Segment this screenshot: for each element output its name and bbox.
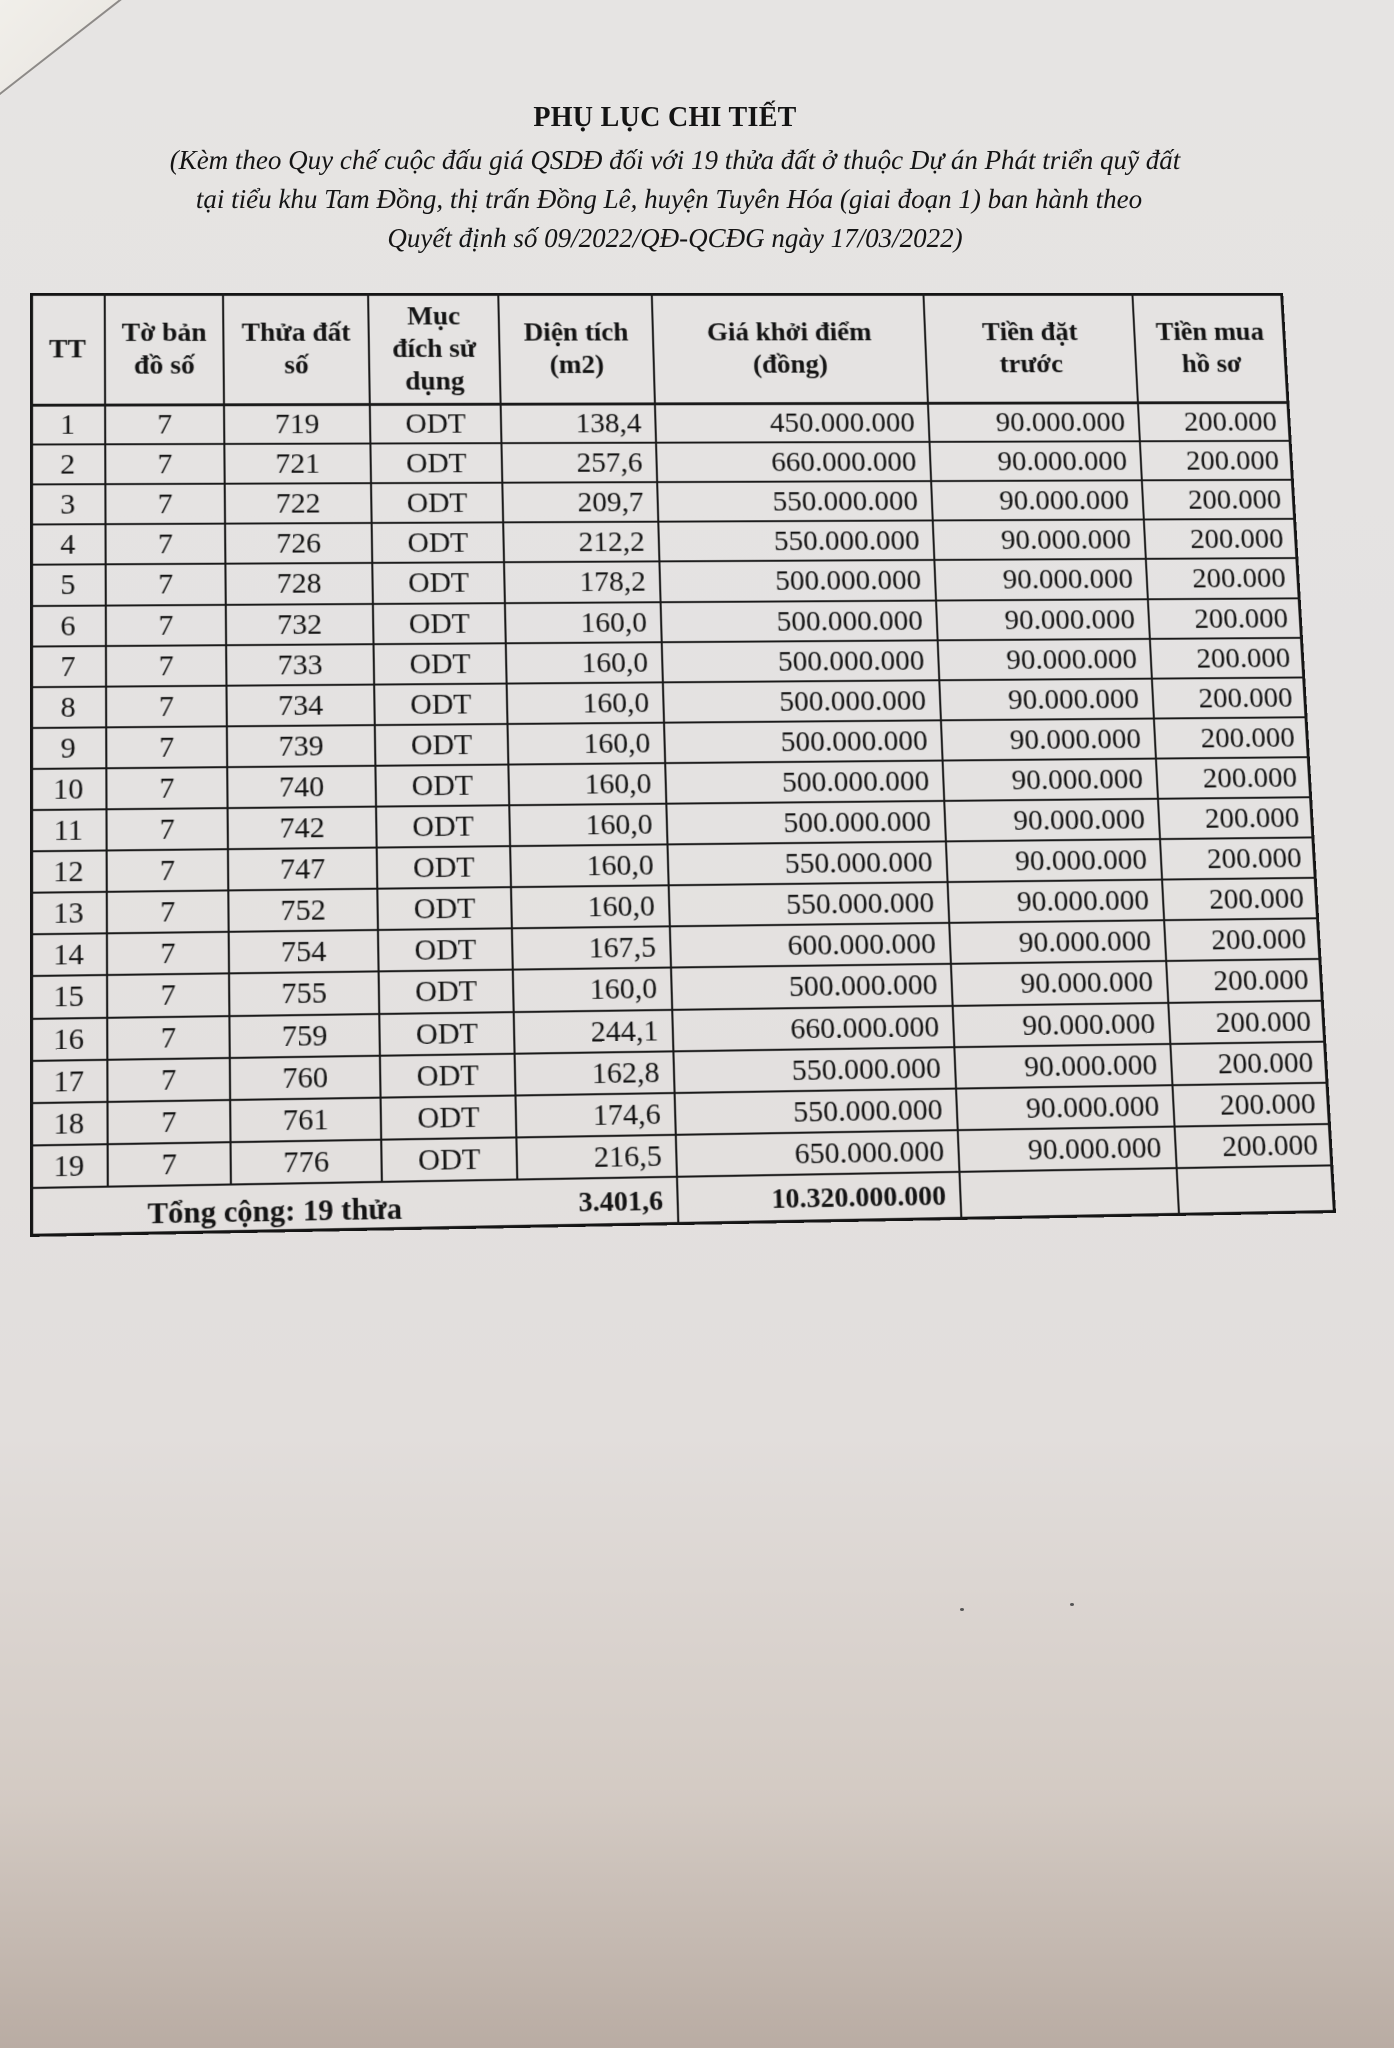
table-cell-starting-price: 600.000.000 bbox=[787, 928, 937, 963]
table-cell-land-use: ODT bbox=[405, 448, 467, 480]
table-cell-map-sheet: 7 bbox=[160, 937, 176, 971]
column-header-starting-price bbox=[652, 293, 928, 403]
table-cell-dossier-fee: 200.000 bbox=[1204, 802, 1301, 835]
table-cell-land-use: ODT bbox=[409, 648, 471, 680]
table-cell-area: 160,0 bbox=[581, 646, 649, 679]
column-header-text: Tiền đặt bbox=[981, 317, 1079, 346]
table-cell-area: 244,1 bbox=[590, 1014, 659, 1049]
table-cell-map-sheet: 7 bbox=[157, 529, 174, 561]
table-cell-deposit: 90.000.000 bbox=[995, 407, 1126, 438]
table-cell-starting-price: 500.000.000 bbox=[774, 565, 922, 598]
table-cell-area: 216,5 bbox=[593, 1139, 663, 1174]
table-cell-area: 178,2 bbox=[579, 566, 647, 599]
table-cell-dossier-fee: 200.000 bbox=[1185, 445, 1280, 477]
table-cell-plot-number: 761 bbox=[282, 1103, 329, 1137]
table-cell-map-sheet: 7 bbox=[161, 1105, 177, 1139]
table-cell-map-sheet: 7 bbox=[160, 896, 176, 929]
table-cell-tt: 4 bbox=[60, 529, 76, 561]
table-cell-map-sheet: 7 bbox=[161, 1148, 178, 1182]
table-cell-deposit: 90.000.000 bbox=[1019, 966, 1154, 1001]
table-cell-land-use: ODT bbox=[414, 975, 478, 1009]
table-cell-starting-price: 660.000.000 bbox=[770, 446, 917, 478]
total-deposit bbox=[959, 1168, 1179, 1220]
table-cell-area: 160,0 bbox=[585, 808, 654, 842]
table-cell-map-sheet: 7 bbox=[158, 569, 174, 601]
table-cell-area: 174,6 bbox=[592, 1098, 662, 1132]
table-cell-starting-price: 500.000.000 bbox=[788, 969, 939, 1004]
table-cell-map-sheet: 7 bbox=[157, 488, 173, 521]
table-cell-deposit: 90.000.000 bbox=[1005, 643, 1138, 676]
folded-page-corner bbox=[0, 0, 130, 100]
table-cell-tt: 18 bbox=[53, 1107, 85, 1141]
column-header-text: (m2) bbox=[549, 350, 605, 379]
column-header-text: trước bbox=[998, 349, 1064, 378]
paper-speck bbox=[1070, 1603, 1074, 1606]
table-cell-plot-number: 732 bbox=[277, 608, 323, 641]
table-cell-dossier-fee: 200.000 bbox=[1195, 642, 1292, 675]
table-cell-tt: 9 bbox=[60, 732, 76, 765]
table-cell-plot-number: 728 bbox=[276, 568, 322, 601]
table-cell-tt: 13 bbox=[53, 897, 84, 931]
table-cell-deposit: 90.000.000 bbox=[1009, 723, 1142, 756]
column-header-text: Mục bbox=[406, 301, 461, 331]
table-cell-tt: 2 bbox=[60, 449, 76, 481]
total-area: 3.401,6 bbox=[578, 1185, 664, 1218]
table-cell-tt: 6 bbox=[60, 610, 76, 642]
table-cell-dossier-fee: 200.000 bbox=[1187, 484, 1283, 516]
table-cell-area: 138,4 bbox=[575, 408, 642, 440]
table-cell-deposit: 90.000.000 bbox=[1014, 844, 1148, 878]
table-cell-deposit: 90.000.000 bbox=[1000, 524, 1132, 557]
table-cell-map-sheet: 7 bbox=[158, 609, 174, 642]
column-header-text: số bbox=[284, 350, 309, 380]
table-cell-tt: 1 bbox=[60, 409, 76, 441]
table-cell-tt: 8 bbox=[60, 691, 76, 724]
table-cell-land-use: ODT bbox=[414, 934, 477, 968]
table-cell-land-use: ODT bbox=[416, 1100, 481, 1135]
table-cell-plot-number: 733 bbox=[277, 649, 323, 681]
table-cell-plot-number: 721 bbox=[275, 448, 321, 480]
table-cell-area: 160,0 bbox=[589, 973, 658, 1007]
table-cell-deposit: 90.000.000 bbox=[1002, 564, 1134, 596]
table-cell-land-use: ODT bbox=[412, 810, 475, 844]
table-cell-tt: 19 bbox=[53, 1149, 85, 1184]
column-header-plot-number bbox=[223, 293, 370, 404]
table-cell-tt: 7 bbox=[60, 650, 76, 683]
document-subtitle-line-2: tại tiểu khu Tam Đồng, thị trấn Đồng Lê, huyện Tuyên Hóa (giai đoạn 1) ban hành theo bbox=[195, 184, 1143, 214]
table-cell-tt: 5 bbox=[60, 569, 76, 602]
table-cell-map-sheet: 7 bbox=[159, 813, 175, 846]
table-cell-area: 160,0 bbox=[584, 768, 652, 801]
column-header-land-use bbox=[368, 293, 501, 404]
table-cell-area: 257,6 bbox=[576, 447, 643, 479]
table-cell-map-sheet: 7 bbox=[158, 690, 175, 723]
table-cell-plot-number: 776 bbox=[283, 1145, 330, 1180]
table-cell-deposit: 90.000.000 bbox=[1010, 763, 1144, 797]
table-cell-dossier-fee: 200.000 bbox=[1197, 682, 1294, 714]
table-cell-land-use: ODT bbox=[406, 487, 468, 520]
table-cell-map-sheet: 7 bbox=[157, 449, 173, 481]
column-header-text: Giá khởi điểm bbox=[706, 317, 872, 347]
total-starting-price: 10.320.000.000 bbox=[770, 1180, 947, 1215]
table-cell-deposit: 90.000.000 bbox=[1007, 683, 1140, 716]
column-header-text: TT bbox=[48, 334, 86, 364]
table-cell-tt: 16 bbox=[53, 1022, 85, 1057]
total-label: Tổng cộng: 19 thửa bbox=[147, 1192, 403, 1231]
column-header-text: Tiền mua bbox=[1155, 317, 1265, 346]
table-cell-area: 209,7 bbox=[577, 487, 645, 519]
column-header-map-sheet bbox=[105, 293, 224, 405]
table-cell-area: 162,8 bbox=[591, 1056, 660, 1090]
table-cell-land-use: ODT bbox=[415, 1017, 479, 1051]
table-cell-area: 212,2 bbox=[578, 526, 646, 559]
paper-speck bbox=[960, 1608, 964, 1611]
table-cell-deposit: 90.000.000 bbox=[1027, 1131, 1163, 1167]
table-cell-tt: 14 bbox=[53, 939, 84, 972]
table-cell-starting-price: 500.000.000 bbox=[781, 765, 930, 799]
table-cell-land-use: ODT bbox=[405, 408, 467, 440]
table-cell-tt: 17 bbox=[53, 1064, 85, 1099]
table-cell-plot-number: 760 bbox=[282, 1061, 329, 1095]
table-cell-plot-number: 726 bbox=[276, 528, 322, 560]
table-cell-dossier-fee: 200.000 bbox=[1206, 842, 1303, 876]
table-cell-tt: 11 bbox=[53, 814, 83, 848]
table-cell-land-use: ODT bbox=[413, 892, 476, 926]
table-cell-plot-number: 755 bbox=[281, 977, 328, 1011]
table-cell-plot-number: 759 bbox=[281, 1019, 328, 1053]
table-cell-dossier-fee: 200.000 bbox=[1193, 602, 1289, 635]
table-cell-area: 160,0 bbox=[583, 727, 651, 760]
table-cell-dossier-fee: 200.000 bbox=[1189, 523, 1285, 556]
table-cell-starting-price: 500.000.000 bbox=[776, 605, 924, 638]
table-cell-deposit: 90.000.000 bbox=[1018, 925, 1152, 960]
column-header-text: dụng bbox=[404, 366, 465, 396]
document-subtitle-line-1: (Kèm theo Quy chế cuộc đấu giá QSDĐ đối với 19 thửa đất ở thuộc Dự án Phát triển quỹ đất bbox=[169, 145, 1181, 175]
table-cell-land-use: ODT bbox=[407, 567, 470, 600]
table-cell-land-use: ODT bbox=[417, 1143, 481, 1177]
column-header-text: hồ sơ bbox=[1181, 349, 1243, 378]
column-header-text: (đồng) bbox=[752, 349, 829, 379]
table-cell-area: 160,0 bbox=[580, 606, 648, 639]
table-cell-plot-number: 752 bbox=[280, 894, 327, 928]
table-cell-starting-price: 500.000.000 bbox=[780, 725, 929, 758]
column-header-text: đồ số bbox=[133, 350, 195, 380]
table-cell-starting-price: 650.000.000 bbox=[794, 1135, 945, 1171]
table-cell-dossier-fee: 200.000 bbox=[1199, 722, 1296, 755]
table-cell-dossier-fee: 200.000 bbox=[1183, 406, 1278, 438]
table-cell-dossier-fee: 200.000 bbox=[1208, 883, 1305, 916]
table-cell-plot-number: 740 bbox=[278, 771, 325, 804]
table-cell-plot-number: 719 bbox=[274, 408, 320, 440]
table-cell-area: 160,0 bbox=[586, 849, 655, 883]
table-cell-dossier-fee: 200.000 bbox=[1191, 563, 1287, 595]
table-cell-dossier-fee: 200.000 bbox=[1212, 964, 1310, 998]
table-cell-area: 160,0 bbox=[582, 687, 650, 720]
table-cell-plot-number: 754 bbox=[280, 936, 327, 969]
table-cell-dossier-fee: 200.000 bbox=[1219, 1087, 1317, 1122]
table-cell-deposit: 90.000.000 bbox=[996, 446, 1128, 478]
document-title: PHỤ LỤC CHI TIẾT bbox=[533, 102, 797, 133]
table-cell-starting-price: 450.000.000 bbox=[769, 407, 916, 439]
table-cell-dossier-fee: 200.000 bbox=[1201, 762, 1298, 795]
table-cell-map-sheet: 7 bbox=[159, 731, 175, 764]
column-header-text: Diện tích bbox=[523, 317, 629, 347]
table-cell-starting-price: 550.000.000 bbox=[772, 486, 919, 518]
table-cell-map-sheet: 7 bbox=[160, 1021, 177, 1055]
column-header-dossier-fee bbox=[1132, 293, 1289, 402]
table-cell-starting-price: 550.000.000 bbox=[773, 525, 921, 558]
column-header-tt bbox=[30, 293, 105, 405]
table-cell-starting-price: 550.000.000 bbox=[784, 846, 934, 881]
table-cell-land-use: ODT bbox=[411, 769, 474, 803]
table-cell-dossier-fee: 200.000 bbox=[1221, 1129, 1319, 1164]
table-cell-land-use: ODT bbox=[412, 851, 476, 885]
column-header-text: Thửa đất bbox=[241, 317, 351, 347]
table-cell-tt: 10 bbox=[53, 773, 84, 806]
table-cell-deposit: 90.000.000 bbox=[1003, 603, 1136, 636]
table-cell-starting-price: 500.000.000 bbox=[777, 644, 926, 678]
table-cell-area: 167,5 bbox=[588, 931, 657, 965]
table-cell-starting-price: 550.000.000 bbox=[791, 1052, 942, 1087]
table-cell-plot-number: 739 bbox=[278, 730, 324, 763]
column-header-area bbox=[498, 293, 655, 404]
table-cell-dossier-fee: 200.000 bbox=[1210, 923, 1308, 957]
land-plot-auction-table bbox=[30, 293, 1336, 1237]
table-cell-starting-price: 500.000.000 bbox=[778, 684, 927, 718]
table-cell-plot-number: 734 bbox=[278, 689, 324, 722]
table-cell-land-use: ODT bbox=[409, 688, 472, 721]
table-cell-deposit: 90.000.000 bbox=[1016, 884, 1150, 919]
table-cell-map-sheet: 7 bbox=[157, 409, 173, 441]
table-cell-starting-price: 550.000.000 bbox=[785, 887, 935, 922]
table-cell-land-use: ODT bbox=[416, 1058, 480, 1093]
table-cell-map-sheet: 7 bbox=[158, 650, 174, 682]
table-cell-land-use: ODT bbox=[410, 729, 473, 762]
table-cell-starting-price: 660.000.000 bbox=[789, 1010, 940, 1046]
table-cell-deposit: 90.000.000 bbox=[1023, 1048, 1159, 1084]
table-cell-starting-price: 500.000.000 bbox=[782, 806, 932, 840]
table-cell-map-sheet: 7 bbox=[161, 1063, 177, 1097]
table-cell-deposit: 90.000.000 bbox=[1021, 1007, 1156, 1042]
table-cell-plot-number: 722 bbox=[275, 488, 321, 520]
table-cell-deposit: 90.000.000 bbox=[1025, 1090, 1161, 1125]
table-cell-starting-price: 550.000.000 bbox=[792, 1093, 944, 1129]
column-header-text: Tờ bản bbox=[121, 317, 207, 347]
table-cell-deposit: 90.000.000 bbox=[1012, 803, 1146, 837]
table-cell-land-use: ODT bbox=[407, 527, 469, 560]
table-cell-land-use: ODT bbox=[408, 607, 471, 640]
total-dossier-fee bbox=[1177, 1165, 1336, 1216]
table-cell-dossier-fee: 200.000 bbox=[1216, 1046, 1315, 1081]
table-cell-dossier-fee: 200.000 bbox=[1214, 1005, 1312, 1039]
table-cell-area: 160,0 bbox=[587, 890, 656, 924]
document-subtitle-line-3: Quyết định số 09/2022/QĐ-QCĐG ngày 17/03/2022) bbox=[387, 223, 963, 253]
table-cell-tt: 15 bbox=[53, 980, 84, 1014]
table-cell-map-sheet: 7 bbox=[159, 854, 176, 888]
table-cell-tt: 12 bbox=[53, 855, 84, 889]
column-header-text: đích sử bbox=[392, 333, 477, 363]
column-header-deposit bbox=[923, 293, 1137, 403]
table-cell-map-sheet: 7 bbox=[160, 979, 176, 1013]
table-cell-plot-number: 742 bbox=[279, 812, 325, 845]
table-cell-deposit: 90.000.000 bbox=[998, 485, 1130, 517]
table-cell-map-sheet: 7 bbox=[159, 772, 175, 805]
table-cell-tt: 3 bbox=[60, 489, 76, 521]
table-cell-plot-number: 747 bbox=[279, 853, 326, 886]
